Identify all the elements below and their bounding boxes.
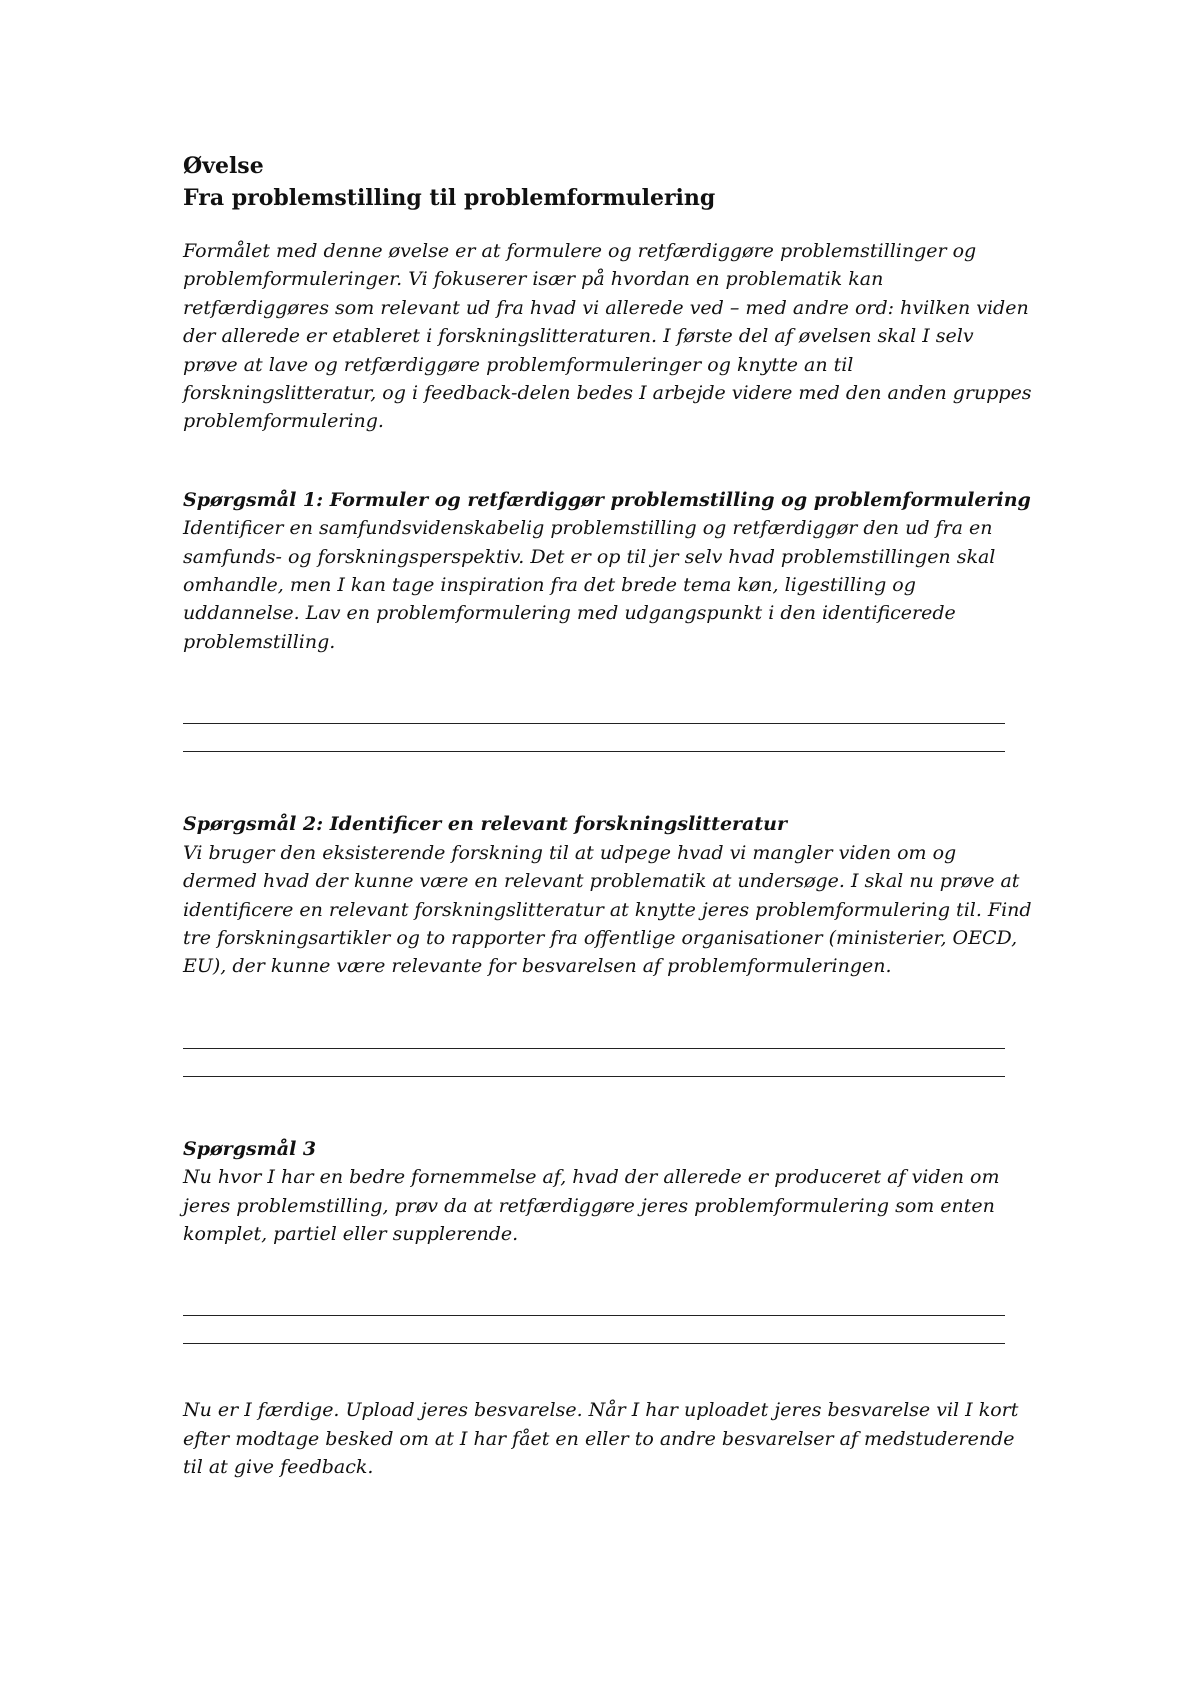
closing-paragraph: Nu er I færdige. Upload jeres besvarelse. Når I har uploadet jeres besvarelse vil I kort efter modtage besked om at I har fået en eller to andre besvarelser af medstuderende til at give feedback.	[183, 1399, 1019, 1479]
intro-paragraph: Formålet med denne øvelse er at formulere og retfærdiggøre problemstillinger og problemformuleringer. Vi fokuserer især på hvordan en problematik kan retfærdiggøres som relevant ud fra hvad vi allerede ved – med andre ord: hvilken viden der allerede er etableret i forskningslitteraturen. I første del af øvelsen skal I selv prøve at lave og retfærdiggøre problemformuleringer og knytte an til forskningslitteratur, og i feedback-delen bedes I arbejde videre med den anden gruppes problemformulering.	[183, 240, 1032, 433]
question-1-answer-lines[interactable]	[183, 696, 1005, 752]
question-3-text: Nu hvor I har en bedre fornemmelse af, hvad der allerede er produceret af viden om jeres problemstilling, prøv da at retfærdiggøre jeres problemformulering som enten komplet, partiel eller supplerende.	[183, 1166, 1000, 1245]
question-2-answer-lines[interactable]	[183, 1021, 1005, 1077]
answer-line[interactable]	[183, 1288, 1005, 1316]
answer-line[interactable]	[183, 1021, 1005, 1049]
answer-line[interactable]	[183, 724, 1005, 752]
question-2-section	[183, 810, 1033, 1076]
title-line-2: Fra problemstilling til problemformulering	[183, 185, 716, 211]
question-3-heading: Spørgsmål 3	[183, 1137, 317, 1160]
title-line-1: Øvelse	[183, 153, 264, 179]
question-2-heading: Spørgsmål 2: Identificer en relevant forskningslitteratur	[183, 813, 787, 836]
document-title	[183, 150, 1033, 214]
question-3-section	[183, 1135, 1033, 1345]
answer-line[interactable]	[183, 1049, 1005, 1077]
question-1-heading: Spørgsmål 1: Formuler og retfærdiggør problemstilling og problemformulering	[183, 488, 1031, 511]
question-2-text: Vi bruger den eksisterende forskning til at udpege hvad vi mangler viden om og dermed hvad der kunne være en relevant problematik at undersøge. I skal nu prøve at identificere en relevant forskningslitteratur at knytte jeres problemformulering til. Find tre forskningsartikler og to rapporter fra offentlige organisationer (ministerier, OECD, EU), der kunne være relevante for besvarelsen af problemformuleringen.	[183, 841, 1032, 978]
document-page	[183, 150, 1033, 1501]
question-3-answer-lines[interactable]	[183, 1288, 1005, 1344]
question-1-text: Identificer en samfundsvidenskabelig problemstilling og retfærdiggør den ud fra en samfunds- og forskningsperspektiv. Det er op til jer selv hvad problemstillingen skal omhandle, men I kan tage inspiration fra det brede tema køn, ligestilling og uddannelse. Lav en problemformulering med udgangspunkt i den identificerede problemstilling.	[183, 517, 996, 653]
answer-line[interactable]	[183, 1316, 1005, 1344]
question-1-section	[183, 486, 1033, 752]
answer-line[interactable]	[183, 696, 1005, 724]
